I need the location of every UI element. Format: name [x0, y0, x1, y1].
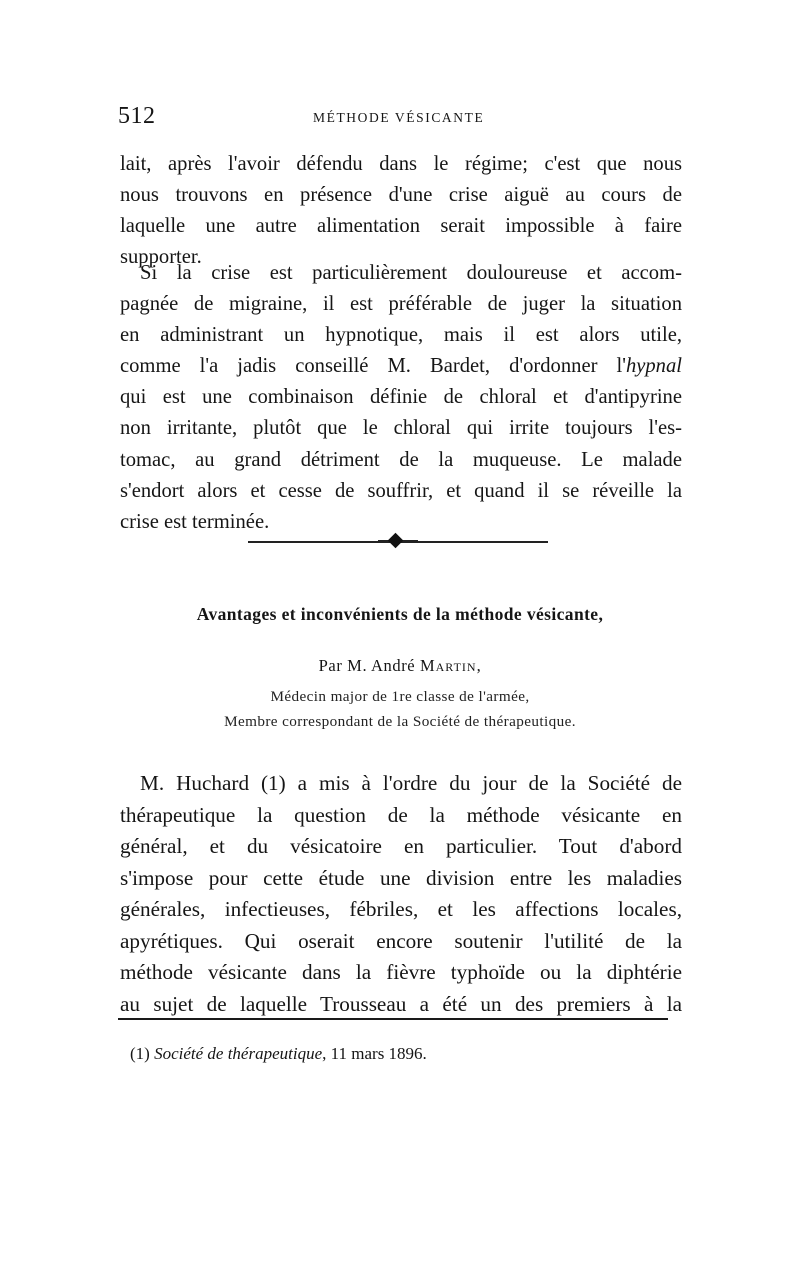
author-surname: Martin	[419, 656, 477, 675]
text-line: nous trouvons en présence d'une crise aiguë au cours de	[120, 184, 682, 207]
byline-suffix: ,	[476, 656, 482, 675]
text-line: général, et du vésicatoire en particulier. Tout d'abord	[120, 834, 682, 858]
text-segment: comme l'a jadis conseillé M. Bardet, d'ordonner l'	[120, 355, 626, 378]
text-line: supporter.	[120, 246, 202, 269]
footnote-date: , 11 mars 1896.	[322, 1044, 427, 1063]
divider-rule-right	[412, 541, 548, 543]
text-line: pagnée de migraine, il est préférable de juger la situation	[120, 293, 682, 316]
running-title: MÉTHODE VÉSICANTE	[313, 110, 485, 125]
byline	[0, 656, 800, 676]
footnote-separator	[118, 1018, 668, 1020]
text-line: lait, après l'avoir défendu dans le régime; c'est que nous	[120, 153, 682, 175]
footnote-source: Société de thérapeutique	[154, 1044, 323, 1063]
text-line: Si la crise est particulièrement douloureuse et accom-	[140, 262, 682, 284]
byline-prefix: Par M. André	[318, 656, 416, 675]
page-number: 512	[118, 103, 156, 129]
section-divider-ornament	[248, 531, 548, 551]
paragraph-continued	[120, 149, 682, 273]
running-head	[118, 103, 678, 133]
text-line: en administrant un hypnotique, mais il est alors utile,	[120, 324, 682, 347]
text-line: crise est terminée.	[120, 510, 270, 533]
italic-term-hypnal: hypnal	[625, 355, 682, 378]
paragraph-article-body	[120, 768, 682, 1020]
text-line: au sujet de laquelle Trousseau a été un des premiers à la	[120, 991, 682, 1016]
text-line: non irritante, plutôt que le chloral qui irrite toujours l'es-	[120, 417, 682, 440]
footnote	[130, 1044, 427, 1064]
text-line-with-italic	[120, 351, 682, 382]
text-line: qui est une combinaison définie de chloral et d'antipyrine	[120, 386, 682, 409]
text-line: apyrétiques. Qui oserait encore soutenir l'utilité de la	[120, 928, 682, 953]
text-line: thérapeutique la question de la méthode vésicante en	[120, 802, 682, 827]
text-line: s'impose pour cette étude une division entre les maladies	[120, 865, 682, 890]
article-title: Avantages et inconvénients de la méthode vésicante,	[196, 604, 604, 624]
text-line: générales, infectieuses, fébriles, et les affections locales,	[120, 897, 682, 921]
author-affiliation-rank: Médecin major de 1re classe de l'armée,	[270, 688, 530, 705]
text-line: méthode vésicante dans la fièvre typhoïde ou la diphtérie	[120, 960, 682, 984]
paragraph-crisis	[120, 258, 682, 538]
text-line: M. Huchard (1) a mis à l'ordre du jour de la Société de	[140, 771, 682, 795]
divider-rule-left	[248, 541, 384, 543]
author-affiliation-society: Membre correspondant de la Société de thérapeutique.	[224, 713, 576, 730]
text-line: laquelle une autre alimentation serait impossible à faire	[120, 215, 682, 238]
divider-diamond-icon	[388, 533, 404, 549]
footnote-marker: (1)	[130, 1044, 150, 1063]
text-line: s'endort alors et cesse de souffrir, et quand il se réveille la	[120, 479, 682, 502]
text-line: tomac, au grand détriment de la muqueuse. Le malade	[120, 448, 682, 471]
